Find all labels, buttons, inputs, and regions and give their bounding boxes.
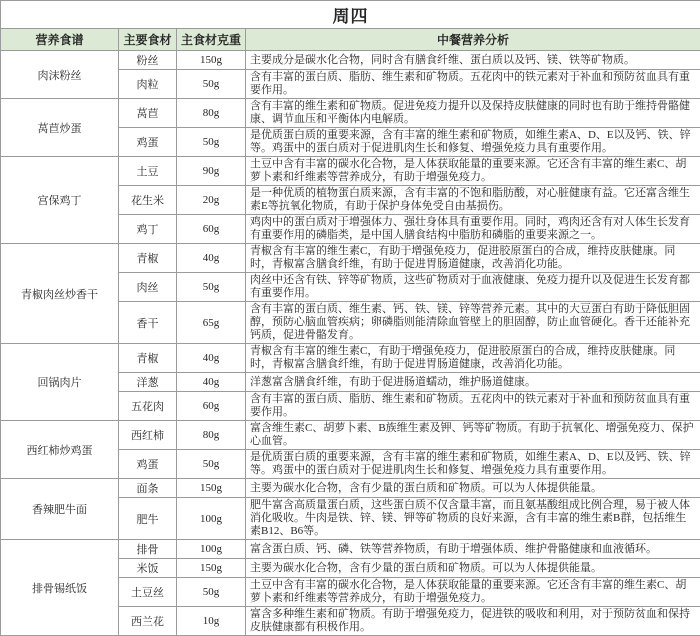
nutrition-analysis: 主要为碳水化合物，含有少量的蛋白质和矿物质。可以为人体提供能量。 — [246, 559, 700, 578]
ingredient-name: 面条 — [119, 479, 177, 498]
ingredient-name: 米饭 — [119, 559, 177, 578]
ingredient-name: 西红柿 — [119, 421, 177, 450]
nutrition-analysis: 土豆中含有丰富的碳水化合物，是人体获取能量的重要来源。它还含有丰富的维生素C、胡萝卜素和纤维素等营养成分，有助于增强免疫力。 — [246, 578, 700, 607]
ingredient-weight: 100g — [177, 498, 246, 540]
dish-name: 回锅肉片 — [1, 344, 119, 421]
ingredient-name: 西兰花 — [119, 607, 177, 636]
nutrition-analysis: 含有丰富的蛋白质、脂肪、维生素和矿物质。五花肉中的铁元素对于补血和预防贫血具有重要作用。 — [246, 70, 700, 99]
table-row — [1, 51, 700, 70]
ingredient-weight: 60g — [177, 392, 246, 421]
dish-name: 莴苣炒蛋 — [1, 99, 119, 157]
column-header-analysis: 中餐营养分析 — [246, 29, 700, 51]
table-row — [1, 421, 700, 450]
table-row — [1, 99, 700, 128]
ingredient-weight: 20g — [177, 186, 246, 215]
ingredient-weight: 90g — [177, 157, 246, 186]
ingredient-weight: 80g — [177, 421, 246, 450]
nutrition-analysis: 主要为碳水化合物，含有少量的蛋白质和矿物质。可以为人体提供能量。 — [246, 479, 700, 498]
ingredient-name: 青椒 — [119, 244, 177, 273]
ingredient-name: 洋葱 — [119, 373, 177, 392]
table-row — [1, 540, 700, 559]
dish-name: 西红柿炒鸡蛋 — [1, 421, 119, 479]
ingredient-name: 肉丝 — [119, 273, 177, 302]
ingredient-weight: 50g — [177, 450, 246, 479]
ingredient-weight: 40g — [177, 373, 246, 392]
nutrition-analysis: 含有丰富的维生素和矿物质。促进免疫力提升以及保持皮肤健康的同时也有助于维持骨骼健康、调节血压和平衡体内电解质。 — [246, 99, 700, 128]
ingredient-name: 土豆丝 — [119, 578, 177, 607]
ingredient-weight: 50g — [177, 128, 246, 157]
nutrition-analysis: 富含维生素C、胡萝卜素、B族维生素及钾、钙等矿物质。有助于抗氧化、增强免疫力、保护心血管。 — [246, 421, 700, 450]
table-row — [1, 244, 700, 273]
dish-name: 肉沫粉丝 — [1, 51, 119, 99]
nutrition-analysis: 富含多种维生素和矿物质。有助于增强免疫力，促进铁的吸收和利用，对于预防贫血和保持皮肤健康都有积极作用。 — [246, 607, 700, 636]
ingredient-weight: 100g — [177, 540, 246, 559]
ingredient-name: 花生米 — [119, 186, 177, 215]
table-row — [1, 479, 700, 498]
nutrition-analysis: 洋葱富含膳食纤维，有助于促进肠道蠕动，维护肠道健康。 — [246, 373, 700, 392]
ingredient-weight: 40g — [177, 244, 246, 273]
column-header-ingredient: 主要食材 — [119, 29, 177, 51]
ingredient-name: 鸡蛋 — [119, 450, 177, 479]
dish-name: 宫保鸡丁 — [1, 157, 119, 244]
nutrition-analysis: 含有丰富的蛋白质、维生素、钙、铁、镁、锌等营养元素。其中的大豆蛋白有助于降低胆固醇，预防心脑血管疾病；卵磷脂则能清除血管壁上的胆固醇，防止血管硬化。香干还能补充钙质，促进骨骼发育。 — [246, 302, 700, 344]
nutrition-analysis: 富含蛋白质、钙、磷、铁等营养物质，有助于增强体质、维护骨骼健康和血液循环。 — [246, 540, 700, 559]
ingredient-name: 肥牛 — [119, 498, 177, 540]
ingredient-name: 鸡蛋 — [119, 128, 177, 157]
nutrition-analysis: 鸡肉中的蛋白质对于增强体力、强壮身体具有重要作用。同时，鸡肉还含有对人体生长发育有重要作用的磷脂类，是中国人膳食结构中脂肪和磷脂的重要来源之一。 — [246, 215, 700, 244]
ingredient-weight: 150g — [177, 559, 246, 578]
ingredient-weight: 50g — [177, 273, 246, 302]
dish-name: 青椒肉丝炒香干 — [1, 244, 119, 344]
table-row — [1, 344, 700, 373]
column-header-row — [1, 29, 700, 51]
nutrition-analysis: 肉丝中还含有铁、锌等矿物质，这些矿物质对于血液健康、免疫力提升以及促进生长发育都有重要作用。 — [246, 273, 700, 302]
nutrition-analysis: 土豆中含有丰富的碳水化合物，是人体获取能量的重要来源。它还含有丰富的维生素C、胡萝卜素和纤维素等营养成分，有助于增强免疫力。 — [246, 157, 700, 186]
ingredient-name: 肉粒 — [119, 70, 177, 99]
nutrition-analysis: 是优质蛋白质的重要来源，含有丰富的维生素和矿物质，如维生素A、D、E以及钙、铁、锌等。鸡蛋中的蛋白质对于促进肌肉生长和修复、增强免疫力具有重要作用。 — [246, 128, 700, 157]
ingredient-name: 香干 — [119, 302, 177, 344]
ingredient-weight: 40g — [177, 344, 246, 373]
dish-name: 排骨锡纸饭 — [1, 540, 119, 636]
column-header-recipe: 营养食谱 — [1, 29, 119, 51]
table-row — [1, 157, 700, 186]
dish-name: 香辣肥牛面 — [1, 479, 119, 540]
nutrition-analysis: 主要成分是碳水化合物，同时含有膳食纤维、蛋白质以及钙、镁、铁等矿物质。 — [246, 51, 700, 70]
ingredient-name: 鸡丁 — [119, 215, 177, 244]
nutrition-analysis: 含有丰富的蛋白质、脂肪、维生素和矿物质。五花肉中的铁元素对于补血和预防贫血具有重要作用。 — [246, 392, 700, 421]
ingredient-name: 土豆 — [119, 157, 177, 186]
ingredient-weight: 50g — [177, 578, 246, 607]
ingredient-name: 粉丝 — [119, 51, 177, 70]
nutrition-analysis: 是一种优质的植物蛋白质来源，含有丰富的不饱和脂肪酸，对心脏健康有益。它还富含维生素E等抗氧化物质，有助于保护身体免受自由基损伤。 — [246, 186, 700, 215]
ingredient-weight: 50g — [177, 70, 246, 99]
nutrition-analysis: 青椒含有丰富的维生素C，有助于增强免疫力，促进胶原蛋白的合成，维持皮肤健康。同时，青椒富含膳食纤维，有助于促进胃肠道健康，改善消化功能。 — [246, 344, 700, 373]
ingredient-name: 五花肉 — [119, 392, 177, 421]
ingredient-weight: 150g — [177, 479, 246, 498]
ingredient-name: 排骨 — [119, 540, 177, 559]
title-row — [1, 1, 700, 29]
page-title: 周四 — [1, 1, 700, 29]
nutrition-analysis: 肥牛富含高质量蛋白质，这些蛋白质不仅含量丰富，而且氨基酸组成比例合理，易于被人体消化吸收。牛肉是铁、锌、镁、钾等矿物质的良好来源，含有丰富的维生素B群，包括维生素B12、B6等。 — [246, 498, 700, 540]
ingredient-name: 青椒 — [119, 344, 177, 373]
ingredient-weight: 60g — [177, 215, 246, 244]
nutrition-analysis: 青椒含有丰富的维生素C，有助于增强免疫力，促进胶原蛋白的合成，维持皮肤健康。同时，青椒富含膳食纤维，有助于促进胃肠道健康，改善消化功能。 — [246, 244, 700, 273]
ingredient-name: 莴苣 — [119, 99, 177, 128]
ingredient-weight: 65g — [177, 302, 246, 344]
ingredient-weight: 150g — [177, 51, 246, 70]
table-body — [1, 51, 700, 636]
ingredient-weight: 80g — [177, 99, 246, 128]
column-header-weight: 主食材克重 — [177, 29, 246, 51]
nutrition-analysis: 是优质蛋白质的重要来源，含有丰富的维生素和矿物质，如维生素A、D、E以及钙、铁、锌等。鸡蛋中的蛋白质对于促进肌肉生长和修复、增强免疫力具有重要作用。 — [246, 450, 700, 479]
ingredient-weight: 10g — [177, 607, 246, 636]
